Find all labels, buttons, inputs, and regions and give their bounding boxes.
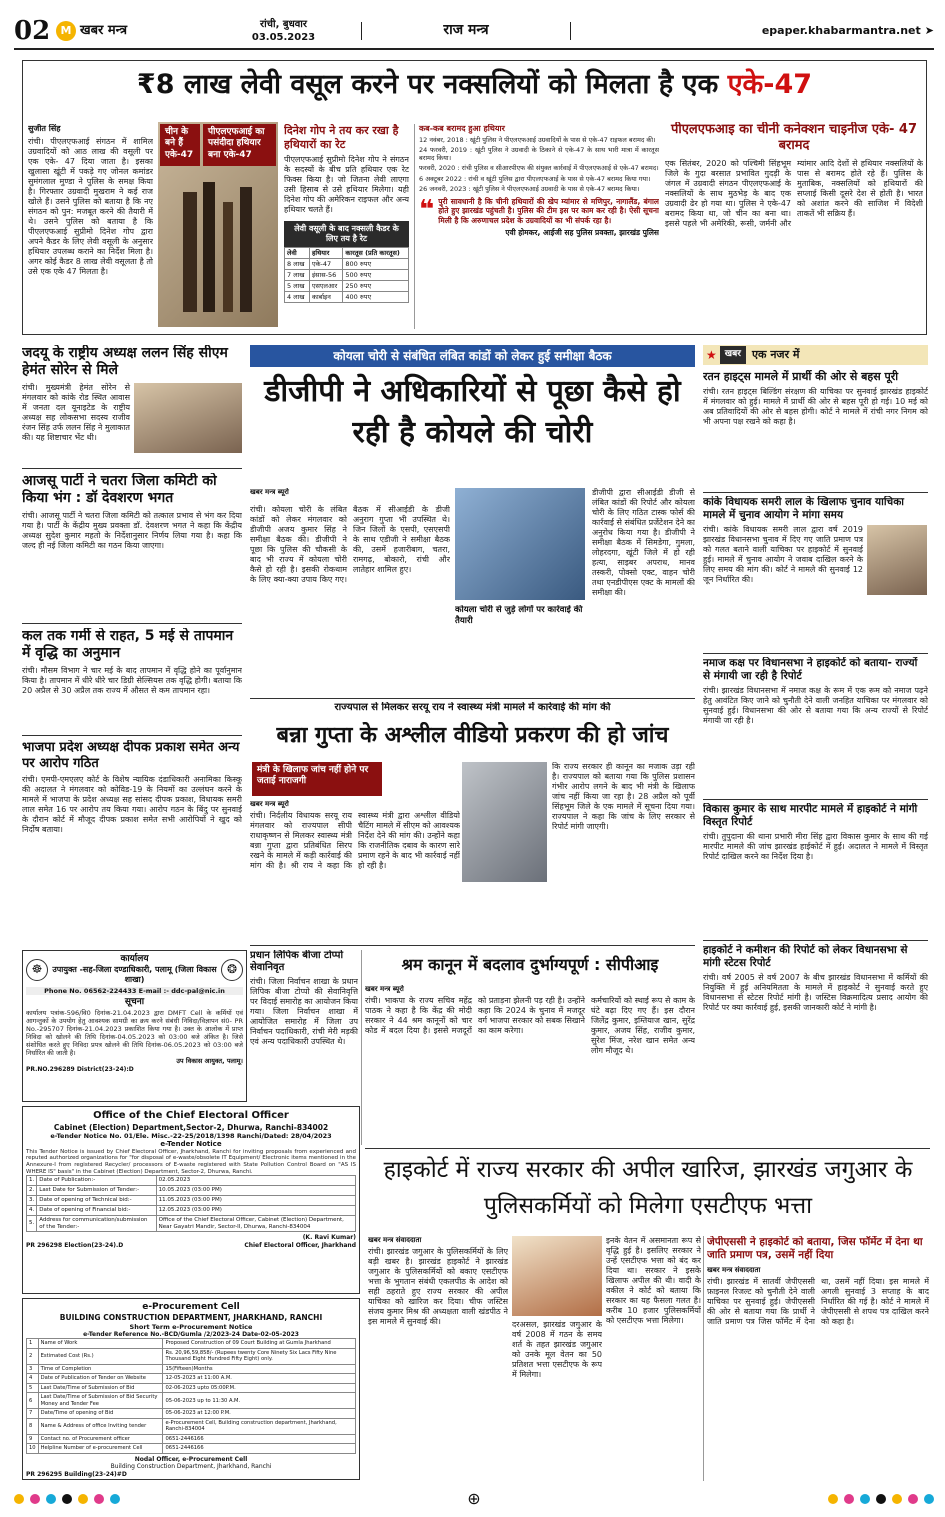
jpsc-body: रांची। झारखंड में सातवीं जेपीएससी फ़ाइनल रिजल्ट को चुनौती देने वाली याचिका पर सुनवाई हुई। जेपीएससी की ओर से बताया गया कि प्रार्थी ने जाति प्रमाण पत्र जिस फॉर्मेट में देना था, उसमें नहीं दिया। इस मामले में अगली सुनवाई 3 सप्ताह के बाद निर्धारित की गई है। कोर्ट ने मामले में जेपीएससी से शपथ पत्र दाखिल करने को कहा है। bbox=[707, 1277, 929, 1326]
rate-table bbox=[284, 247, 409, 304]
nazar-item-headline: कांके विधायक समरी लाल के खिलाफ चुनाव याचिका मामले में चुनाव आयोग ने मांगा समय bbox=[703, 496, 905, 522]
table-cell: एसएलआर bbox=[309, 280, 342, 291]
top-story-col2 bbox=[284, 124, 409, 329]
emblem-icon: ☸ bbox=[26, 959, 48, 981]
bjp-story bbox=[22, 740, 242, 945]
divider bbox=[703, 653, 928, 654]
table-cell: 1. bbox=[27, 1176, 37, 1186]
timeline-item: 6 अक्टूबर 2022 : रांची व खूंटी पुलिस द्वारा पीएलएफआई के पास से एके-47 बरामद किया गया। bbox=[419, 174, 651, 183]
color-dot bbox=[62, 1494, 72, 1504]
notice-table bbox=[26, 1338, 356, 1454]
nazar-item-headline: विकास कुमार के साथ मारपीट मामले में हाइकोर्ट ने मांगी विस्तृत रिपोर्ट bbox=[703, 803, 918, 829]
divider bbox=[250, 698, 695, 699]
table-cell: Proposed Construction of 09 Court Building at Gumla Jharkhand bbox=[163, 1339, 356, 1349]
color-dot bbox=[78, 1494, 88, 1504]
table-cell: 10.05.2023 (03:00 PM) bbox=[156, 1186, 355, 1196]
timeline-title: कब-कब बरामद हुआ हथियार bbox=[419, 124, 505, 133]
nazar-item-headline: हाइकोर्ट ने कमीशन की रिपोर्ट को लेकर विधानसभा से मांगी स्टेटस रिपोर्ट bbox=[703, 944, 908, 970]
jaguar-col3 bbox=[606, 1236, 701, 1481]
table-cell: Office of the Chief Electoral Officer, Cabinet (Election) Department, Near Gayatri Mandir, Sector-II, Dhurwa, Ranchi-834004 bbox=[156, 1215, 355, 1232]
coal-body: रांची। कोयला चोरी के लंबित कांडों को लेकर मंगलवार को डीजीपी अजय कुमार सिंह ने समीक्षा बैठक की। डीजीपी ने पूछा कि पुलिस की चौकसी के बाद भी राज्य में कोयला चोरी कैसे हो रही है। इसकी रोकथाम के लिए क्या-क्या उपाय किए गए। बैठक में सीआईडी के डीजी अनुराग गुप्ता भी उपस्थित थे। जिन जिलों के एसपी, एसएसपी के साथ एडीजी ने समीक्षा बैठक की, उसमें हजारीबाग, चतरा, रामगढ़, बोकारो, रांची और लातेहार शामिल हुए। bbox=[250, 505, 450, 584]
table-row bbox=[27, 1434, 356, 1444]
table-cell: एके-47 bbox=[309, 258, 342, 269]
table-cell: 05-06-2023 up to 11:30 A.M. bbox=[163, 1393, 356, 1409]
weather-body: रांची। मौसम विभाग ने चार मई के बाद तापमान में वृद्धि होने का पूर्वानुमान किया है। तापमान में धीरे धीरे चार डिग्री सेल्सियस तक वृद्धि होगी। बताया कि 20 अप्रैल से 30 अप्रैल तक राज्य में औसत से कम तापमान रहा। bbox=[22, 665, 242, 695]
table-row bbox=[27, 1418, 356, 1434]
aajsu-body: रांची। आजसू पार्टी ने चतरा जिला कमिटी को तत्काल प्रभाव से भंग कर दिया गया है। पार्टी के केंद्रीय मुख्य प्रवक्ता डॉ. देवशरण भगत ने कहा कि केंद्रीय अध्यक्ष सुदेश कुमार महतो के निर्देशानुसार निर्णय लिया गया है। कहा कि जल्द ही नई जिला कमिटी का गठन किया जाएगा। bbox=[22, 510, 242, 550]
bjp-headline: भाजपा प्रदेश अध्यक्ष दीपक प्रकाश समेत अन्य पर आरोप गठित bbox=[22, 740, 240, 771]
jaguar-body2: इनके वेतन में असमानता रूप से वृद्धि हुई है। इसलिए सरकार ने उन्हें एसटीएफ भत्ता को बंद कर दिया था। सरकार ने इसके खिलाफ अपील की थी। वादी के वकील ने कोर्ट को बताया कि सरकार का यह फैसला गलत है। करीब 10 हजार पुलिसकर्मियों को एसटीएफ भत्ता मिलेगा। bbox=[606, 1236, 701, 1325]
table-cell: Last Date for Submission of Tender:- bbox=[37, 1186, 156, 1196]
newspaper-icon: ★ bbox=[706, 347, 717, 362]
table-cell: 4 bbox=[27, 1374, 39, 1384]
nazar-header bbox=[703, 345, 928, 365]
table-row bbox=[27, 1348, 356, 1364]
table-cell: इंसास-56 bbox=[309, 269, 342, 280]
table-cell: 15(Fifteen)Months bbox=[163, 1364, 356, 1374]
table-cell: Rs. 20,96,59,858/- (Rupees twenty Core Ninety Six Lacs Fifty Nine Thousand Eight Hundred Fifty Eight) only. bbox=[163, 1348, 356, 1364]
table-cell: 12.05.2023 (03:00 PM) bbox=[156, 1205, 355, 1215]
cpi-headline: श्रम कानून में बदलाव दुर्भाग्यपूर्ण : सीपीआइ bbox=[401, 955, 659, 974]
notice-subhead: Short Term e-Procurement Notice bbox=[129, 1322, 253, 1331]
notice-ref: e-Tender Notice No. 01/Ele. Misc.-22-25/2018/1398 Ranchi/Dated: 28/04/2023 bbox=[50, 1131, 332, 1140]
quote-mark-icon: ❝ bbox=[419, 194, 435, 225]
weather-story bbox=[22, 628, 242, 733]
bjp-body: रांची। एमपी-एमएलए कोर्ट के विशेष न्यायिक दंडाधिकारी अनामिका किस्कू की अदालत ने मंगलवार को कोविड-19 के नियमों का उल्लंघन करने के मामले में भाजपा के प्रदेश अध्यक्ष सह सांसद दीपक प्रकाश, विधायक समरी लाल समेत 16 पर आरोप तय किया गया। आरोप गठन के बिंदु पर सुनवाई के दौरान कोर्ट में मौजूद दीपक प्रकाश समेत सभी आरोपियों ने खुद को निर्दोष बताया। bbox=[22, 775, 242, 835]
banna-body2: कि राज्य सरकार ही कानून का मजाक उड़ा रही है। राज्यपाल को बताया गया कि पुलिस प्रशासन गंभीर आरोप लगने के बाद भी मंत्री के खिलाफ जांच नहीं किया जा रहा है। 28 अप्रैल को पूर्वी सिंहभूम जिले के एक मामले में सूचना दिया गया। राज्यपाल ने कहा कि जांच के लिए सरकार से रिपोर्ट मांगी जाएगी। bbox=[552, 762, 695, 831]
table-cell: 5. bbox=[27, 1215, 37, 1232]
table-row bbox=[27, 1374, 356, 1384]
table-cell: 3 bbox=[27, 1364, 39, 1374]
notice-sign: (K. Ravi Kumar) bbox=[302, 1234, 356, 1242]
divider bbox=[361, 950, 362, 1145]
cursor-icon: ➤ bbox=[924, 24, 934, 38]
col2-headline: दिनेश गोप ने तय कर रखा है हथियारों का रेट bbox=[284, 124, 399, 151]
table-row bbox=[27, 1195, 356, 1205]
divider bbox=[22, 735, 242, 736]
table-row bbox=[27, 1215, 356, 1232]
notice-title: e-Procurement Cell bbox=[142, 1302, 240, 1312]
col2-body: पीएलएफआई सुप्रीमो दिनेश गोप ने संगठन के सदस्यों के बीच प्रति हथियार एक रेट फिक्स किया है। जो जितना लेवी लाएगा उसी हिसाब से उसे हथियार मिलेगा। यही दिनेश गोप की अमेरिकन राइफल और अन्य हथियार चलते हैं। bbox=[284, 154, 409, 214]
jpsc-headline: जेपीएससी ने हाइकोर्ट को बताया, जिस फॉर्मेट में देना था जाति प्रमाण पत्र, उसमें नहीं दिया bbox=[707, 1236, 923, 1262]
table-cell: 3. bbox=[27, 1195, 37, 1205]
coal-body2: डीजीपी द्वारा सीआईडी डीजी से लंबित कांडों की रिपोर्ट और कोयला चोरी के लिए गठित टास्क फोर्स की कार्रवाई से संबंधित प्रजेंटेशन देने का अनुरोध किया गया है। डीजीपी ने समीक्षा बैठक में सिमडेगा, गुमला, लोहरदगा, खूंटी जिले में हो रही हत्या, साइबर अपराध, मानव तस्करी, पोक्सो एक्ट, वाहन चोरी तथा एनडीपीएस एक्ट के मामलों की समीक्षा की। bbox=[592, 488, 695, 597]
table-cell: 4. bbox=[27, 1205, 37, 1215]
timeline-item: 26 जनवरी, 2023 : खूंटी पुलिस ने पीएलएफआई उग्रवादी के पास से एके-47 बरामद किया। bbox=[419, 184, 640, 193]
photo-tag-china: चीन के बने हैं एके-47 bbox=[160, 124, 200, 166]
top-story-headline bbox=[22, 68, 927, 116]
brand-name: खबर मन्त्र bbox=[80, 22, 128, 38]
masthead bbox=[14, 14, 934, 50]
brand-logo-icon: M bbox=[56, 21, 76, 41]
epaper-url: epaper.khabarmantra.net bbox=[761, 24, 921, 38]
quote-text: पुरी सावधानी है कि चीनी हथियारों की खेप म्यांमार से मणिपुर, नागालैंड, बंगाल होते हुए झारखंड पहुंचती है। पुलिस की टीम इस पर काम कर रही है। ऐसी सूचना मिली है कि अरुणाचल प्रदेश के उग्रवादियों का भी संपर्क रहा है। bbox=[438, 196, 659, 225]
divider bbox=[365, 1148, 930, 1149]
notice-office: कार्यालय bbox=[120, 954, 149, 964]
coal-subhead: कोयला चोरी से जुड़े लोगों पर कार्रवाई की तैयारी bbox=[455, 605, 583, 626]
nazar-item bbox=[703, 370, 928, 490]
table-cell: Date/Time of opening of Bid bbox=[38, 1409, 163, 1419]
jaguar-col1 bbox=[368, 1236, 508, 1481]
table-cell: 02-06-2023 upto 05:00P.M. bbox=[163, 1383, 356, 1393]
notice-pr: PR 296298 Election(23-24).D bbox=[26, 1241, 124, 1249]
nazar-item bbox=[703, 803, 928, 938]
table-cell: Time of Completion bbox=[38, 1364, 163, 1374]
section-name: राज मन्त्र bbox=[361, 22, 571, 40]
divider bbox=[703, 799, 928, 800]
color-dot bbox=[860, 1494, 870, 1504]
table-header: लेवी bbox=[285, 247, 310, 258]
city-day: रांची, बुधवार bbox=[259, 19, 307, 30]
table-cell: कार्बाइन bbox=[309, 292, 342, 303]
aajsu-story bbox=[22, 473, 242, 621]
quote-by: एवी होमकर, आईजी सह पुलिस प्रवक्ता, झारखंड पुलिस bbox=[505, 227, 659, 237]
divider bbox=[703, 1236, 704, 1481]
notice-body: This Tender Notice is issued by Chief Electoral Officer, Jharkhand, Ranchi for inviting proposals from experienced and reputed authorized organizations for "for disposal of e-waste/obsolete IT Equipment/ Electronic items mentioned in the Annexure-I from registered Recycler/ processors of E-waste registered with State Pollution Control Board on "AS IS WHERE IS" basis" in the Cabinet (Election) Department, Sector-2, Dhurwa, Ranchi. bbox=[26, 1148, 356, 1175]
table-cell: 5 लाख bbox=[285, 280, 310, 291]
table-row bbox=[27, 1186, 356, 1196]
table-cell: 12-05-2023 at 11:00 A.M. bbox=[163, 1374, 356, 1384]
coal-body-box bbox=[250, 505, 450, 695]
footer-strip bbox=[14, 1488, 934, 1510]
table-cell: Address for communication/submission of the Tender:- bbox=[37, 1215, 156, 1232]
divider bbox=[22, 623, 242, 624]
color-dot bbox=[110, 1494, 120, 1504]
table-cell: Contact no. of Procurement officer bbox=[38, 1434, 163, 1444]
color-dot bbox=[30, 1494, 40, 1504]
nazar-tag: खबर bbox=[720, 346, 746, 363]
aajsu-headline: आजसू पार्टी ने चतरा जिला कमिटी को किया भंग : डॉ देवशरण भगत bbox=[22, 473, 217, 506]
jdu-headline: जदयू के राष्ट्रीय अध्यक्ष ललन सिंह सीएम हेमंत सोरेन से मिले bbox=[22, 345, 228, 378]
table-cell: Estimated Cost (Rs.) bbox=[38, 1348, 163, 1364]
color-dot bbox=[876, 1494, 886, 1504]
table-cell: 5 bbox=[27, 1383, 39, 1393]
divider bbox=[22, 468, 242, 469]
color-dot bbox=[908, 1494, 918, 1504]
table-cell: 250 रुपए bbox=[343, 280, 409, 291]
issue-date: 03.05.2023 bbox=[251, 32, 316, 43]
color-dot bbox=[844, 1494, 854, 1504]
banna-kicker: राज्यपाल से मिलकर सरयू राय ने स्वास्थ्य मंत्री मामले में कार्रवाई की मांग की bbox=[334, 702, 611, 713]
byline: सुजीत सिंह bbox=[28, 124, 61, 133]
nazar-item-body: रांची। कांके विधायक समरी लाल द्वारा वर्ष 2019 झारखंड विधानसभा चुनाव में दिए गए जाति प्रमाण पत्र को गलत बताने वाली याचिका पर हाइकोर्ट में सुनवाई हुई। मामले में चुनाव आयोग ने जवाब दाखिल करने के लिए समय की मांग की। कोर्ट ने मामले की सुनवाई 12 जून निर्धारित की। bbox=[703, 525, 863, 585]
table-row bbox=[285, 292, 409, 303]
table-cell: 02.05.2023 bbox=[156, 1176, 355, 1186]
headline-red-text: एके-47 bbox=[727, 69, 813, 100]
rate-table-title: लेवी वसूली के बाद नक्सली कैडर के लिए तय है रेट bbox=[284, 221, 409, 247]
top-story-col1 bbox=[28, 124, 153, 329]
color-dot bbox=[46, 1494, 56, 1504]
coal-kicker: कोयला चोरी से संबंधित लंबित कांडों को लेकर हुई समीक्षा बैठक bbox=[250, 345, 695, 367]
color-dot bbox=[924, 1494, 934, 1504]
table-row bbox=[27, 1205, 356, 1215]
nazar-item-headline: रतन हाइट्स मामले में प्रार्थी की ओर से बहस पूरी bbox=[703, 370, 899, 383]
notice-body: कार्यालय पत्रांक-596/वि0 दिनांक-21.04.2023 द्वारा DMFT Cell के कर्मियों एवं आगन्तुकों के उपयोग हेतु आवश्यक सामग्री का क्रय करने संबंधी निविदा/विज्ञापन सं0- PR No.-295707 दिनांक-21.04.2023 प्रकाशित किया गया है। उक्त के आलोक में प्राप्त निविदा को खोलने की तिथि दिनांक-04.05.2023 को 03:00 बजे अंकित है। जिसे संशोधित करते हुए निविदा प्रपत्र खोलने की तिथि दिनांक-06.05.2023 को 03:00 बजे निर्धारित की जाती है। bbox=[26, 1008, 243, 1058]
banna-col1 bbox=[250, 800, 460, 940]
notice-table bbox=[26, 1175, 356, 1232]
divider bbox=[250, 945, 695, 946]
table-cell: 1 bbox=[27, 1339, 39, 1349]
notice-header bbox=[26, 954, 243, 985]
bija-headline: प्रधान लिपिक बीजा टोप्पो सेवानिवृत bbox=[250, 950, 344, 973]
table-cell: 9 bbox=[27, 1434, 39, 1444]
jdu-content bbox=[22, 383, 242, 453]
nazar-title: एक नजर में bbox=[751, 348, 800, 362]
table-cell: 6 bbox=[27, 1393, 39, 1409]
table-cell: 4 लाख bbox=[285, 292, 310, 303]
china-headline: पीएलएफआइ का चीनी कनेक्शन चाइनीज एके- 47 बरामद bbox=[670, 122, 918, 154]
samri-lal-photo bbox=[867, 525, 927, 595]
registration-mark-icon: ⊕ bbox=[467, 1489, 481, 1508]
table-cell: 400 रुपए bbox=[343, 292, 409, 303]
banna-headline: बन्ना गुप्ता के अश्लील वीडियो प्रकरण की हो जांच bbox=[276, 723, 669, 748]
rate-table-header bbox=[285, 247, 409, 258]
coal-headline-box bbox=[250, 372, 695, 477]
table-cell: 500 रुपए bbox=[343, 269, 409, 280]
table-cell: Helpline Number of e-procurement Cell bbox=[38, 1444, 163, 1454]
table-row bbox=[285, 280, 409, 291]
notice-footer bbox=[26, 1242, 356, 1250]
coal-col3 bbox=[592, 488, 695, 693]
jdu-body: रांची। मुख्यमंत्री हेमंत सोरेन से मंगलवार को कांके रोड स्थित आवास में जनता दल यूनाइटेड के राष्ट्रीय अध्यक्ष सह लोकसभा सदस्य राजीव रंजन सिंह उर्फ ललन सिंह ने मुलाकात की। यह शिष्टाचार भेंट थी। bbox=[22, 382, 130, 442]
color-dot bbox=[14, 1494, 24, 1504]
nazar-item-body: रांची। वर्ष 2005 से वर्ष 2007 के बीच झारखंड विधानसभा में कर्मियों की नियुक्ति में हुई अनियमितता के मामले में हाइकोर्ट ने सुनवाई करते हुए विधानसभा से स्टेटस रिपोर्ट मांगी है। जस्टिस विक्रमादित्य प्रसाद आयोग की रिपोर्ट पर क्या कार्रवाई हुई, इसकी जानकारी कोर्ट ने मांगी है। bbox=[703, 973, 928, 1013]
nazar-item-body: रांची। झारखंड विधानसभा में नमाज कक्ष के रूम में एक रूम को नमाज पढ़ने हेतु आवंटित किए जाने को चुनौती देने वाली जनहित याचिका पर मंगलवार को सुनवाई हुई। विधानसभा की ओर से बताया गया कि अन्य राज्यों से रिपोर्ट मंगायी जा रही है। bbox=[703, 686, 928, 726]
nazar-item bbox=[703, 657, 928, 797]
nazar-item-content bbox=[703, 525, 928, 595]
table-row bbox=[27, 1176, 356, 1186]
table-cell: e-Procurement Cell, Building construction department, Jharkhand, Ranchi-834004 bbox=[163, 1418, 356, 1434]
table-cell: Last Date/Time of Submission of Bid Security Money and Tender Fee bbox=[38, 1393, 163, 1409]
notice-contact: Phone No. 06562-224433 E-mail :- ddc-pal@nic.in bbox=[26, 987, 243, 995]
jpsc-story bbox=[707, 1236, 929, 1481]
notice-palamu bbox=[22, 950, 247, 1102]
jaguar-col2 bbox=[512, 1320, 602, 1480]
bija-body: रांची। जिला निर्वाचन शाखा के प्रधान लिपिक बीजा टोप्पो की सेवानिवृत्ति पर विदाई समारोह का आयोजन किया गया। जिला निर्वाचन शाखा में आयोजित समारोह में जिला उप निर्वाचन पदाधिकारी, रांची मेरी मड़की एवं अन्य पदाधिकारी उपस्थित थे। bbox=[250, 977, 358, 1046]
table-cell: Name of Work bbox=[38, 1339, 163, 1349]
table-row bbox=[285, 269, 409, 280]
table-row bbox=[27, 1444, 356, 1454]
notice-ref: e-Tender Reference No.-BCD/Gumla /2/2023-24 Date-02-05-2023 bbox=[83, 1330, 299, 1338]
jdu-photo bbox=[134, 383, 242, 453]
page-number: 02 bbox=[14, 15, 51, 46]
jaguar-body: रांची। झारखंड जगुआर के पुलिसकर्मियों के लिए बड़ी खबर है। झारखंड हाइकोर्ट ने झारखंड जगुआर के पुलिसकर्मियों को बकाए एसटीएफ भत्ता के भुगतान संबंधी एकलपीठ के आदेश को सही ठहराते हुए राज्य सरकार की अपील याचिका को खारिज कर दिया। चीफ जस्टिस संजय कुमार मिश्र की अध्यक्षता वाली खंडपीठ ने इस मामले में सुनवाई की। bbox=[368, 1246, 508, 1326]
nazar-item-body: रांची। तुपुदाना की थाना प्रभारी मीरा सिंह द्वारा विकास कुमार के साथ की गई मारपीट मामले की जांच झारखंड हाईकोर्ट में हुई। अदालत ने मामले में विस्तृत रिपोर्ट दाखिल करने का निर्देश दिया है। bbox=[703, 832, 928, 862]
table-cell: Last Date/Time of Submission of Bid bbox=[38, 1383, 163, 1393]
notice-heading bbox=[52, 954, 217, 985]
table-header: हथियार bbox=[309, 247, 342, 258]
byline: खबर मन्त्र संवाददाता bbox=[368, 1236, 422, 1244]
coal-meeting-photo bbox=[455, 488, 585, 600]
timeline-item: 24 फरवरी, 2019 : खूंटी पुलिस ने उग्रवादी के ठिकाने से एके-47 के साथ भारी मात्रा में कारतूस बरामद किया। bbox=[419, 146, 659, 163]
timeline-box bbox=[414, 124, 659, 329]
table-cell: Name & Address of office Inviting tender bbox=[38, 1418, 163, 1434]
brand[interactable] bbox=[56, 21, 206, 41]
byline: खबर मन्त्र ब्यूरो bbox=[365, 985, 404, 993]
notice-pr: PR 296295 Building(23-24)#D bbox=[26, 1470, 127, 1478]
saryu-rai-photo bbox=[462, 762, 547, 882]
coal-headline: डीजीपी ने अधिकारियों से पूछा कैसे हो रही है कोयले की चोरी bbox=[264, 374, 681, 450]
table-cell: 0651-2446166 bbox=[163, 1434, 356, 1444]
banna-tag: मंत्री के खिलाफ जांच नहीं होने पर जताई नाराजगी bbox=[252, 762, 382, 796]
divider bbox=[703, 492, 928, 493]
bija-toppo-story bbox=[250, 950, 358, 1145]
table-cell: 10 bbox=[27, 1444, 39, 1454]
notice-eprocurement bbox=[22, 1298, 360, 1480]
cpi-columns bbox=[365, 996, 695, 1056]
table-cell: 7 लाख bbox=[285, 269, 310, 280]
nazar-item-headline: नमाज कक्ष पर विधानसभा ने हाइकोर्ट को बताया- राज्यों से मंगायी जा रही है रिपोर्ट bbox=[703, 657, 918, 683]
color-dots-left bbox=[14, 1494, 120, 1504]
table-cell: Date of Publication of Tender on Website bbox=[38, 1374, 163, 1384]
nazar-item bbox=[703, 496, 928, 651]
nazar-item bbox=[703, 944, 928, 1144]
banna-col3 bbox=[552, 762, 695, 942]
table-cell: 800 रुपए bbox=[343, 258, 409, 269]
notice-title: सूचना bbox=[124, 997, 145, 1008]
table-header: कारतूस (प्रति कारतूस) bbox=[343, 247, 409, 258]
color-dot bbox=[828, 1494, 838, 1504]
table-cell: 2. bbox=[27, 1186, 37, 1196]
weather-headline: कल तक गर्मी से राहत, 5 मई से तापमान में वृद्धि का अनुमान bbox=[22, 628, 234, 661]
notice-sign: उप विकास आयुक्त, पलामू। bbox=[176, 1057, 243, 1066]
coal-sub bbox=[455, 605, 590, 693]
jaguar-headline: हाइकोर्ट में राज्य सरकार की अपील खारिज, झारखंड जगुआर के पुलिसकर्मियों को मिलेगा एसटीएफ भत्ता bbox=[383, 1157, 913, 1219]
byline: खबर मन्त्र ब्यूरो bbox=[250, 800, 289, 808]
china-connection bbox=[665, 122, 923, 332]
notice-footer2: Building Construction Department, Jharkhand, Ranchi bbox=[110, 1463, 272, 1471]
district-seal-icon: ❂ bbox=[221, 959, 243, 981]
notice-footer: Nodal Officer, e-Procurement Cell bbox=[134, 1455, 248, 1463]
epaper-link[interactable] bbox=[762, 24, 934, 38]
table-row bbox=[27, 1409, 356, 1419]
table-cell: Date of opening of Financial bid:- bbox=[37, 1205, 156, 1215]
notice-subtitle: Cabinet (Election) Department,Sector-2, Dhurwa, Ranchi-834002 bbox=[53, 1122, 329, 1132]
top-story-body: रांची। पीएलएफआई संगठन में शामिल उग्रवादियों को आठ लाख की वसूली पर एक एके- 47 दिया जाता है। इसका खुलासा खूंटी में पकड़े गए जोनल कमांडर सुमंगलाल मुण्डा ने पुलिस के समक्ष किया है। गिरफ्तार उग्रवादी मुखराम ने कई राज खोले हैं। उसने पुलिस को बताया है कि नए संगठन को पुन: मजबूत करने की तैयारी में थे। उसने पुलिस को बताया है कि पीएलएफआई सुप्रीमो दिनेश गोप द्वारा अपने कैडर के लिए लेवी वसूली के अनुसार हथियार उपलब्ध कराने का निर्देश मिला है। अगर कोई कैडर 8 लाख लेवी वसूलता है तो उसे एक एके 47 मिलता है। bbox=[28, 137, 153, 276]
divider bbox=[703, 940, 928, 941]
table-cell: 11.05.2023 (03:00 PM) bbox=[156, 1195, 355, 1205]
nazar-item-body: रांची। रतन हाइट्स बिल्डिंग संरक्षण की याचिका पर सुनवाई झारखंड हाइकोर्ट में मंगलवार को हुई। मामले में प्रार्थी की ओर से बहस पूरी हो गई। 10 मई को अब प्रतिवादियों की ओर से बहस होगी। कोर्ट ने मामले में रांची नगर निगम को भी अपना पक्ष रखने को कहा है। bbox=[703, 386, 928, 426]
notice-authority: उपायुक्त -सह-जिला दण्डाधिकारी, पलामू (जिला विकास शाखा) bbox=[52, 965, 217, 985]
table-row bbox=[285, 258, 409, 269]
notice-sign2: Chief Electoral Officer, Jharkhand bbox=[244, 1241, 356, 1249]
table-cell: Date of Publication:- bbox=[37, 1176, 156, 1186]
high-court-photo bbox=[512, 1236, 602, 1316]
table-row bbox=[27, 1364, 356, 1374]
cpi-body2: कर्मचारियों को स्थाई रूप से काम के घंटे बढ़ा दिए गए हैं। इस दौरान जिलेंद्र कुमार, इम्तियाज खान, सुरेंद्र कुमार, अजय सिंह, राजीव कुमार, सुरेश मिंज, नरेश खान समेत अन्य लोग मौजूद थे। bbox=[591, 995, 695, 1055]
notice-pr: PR.NO.296289 District(23-24):D bbox=[26, 1065, 134, 1073]
photo-tag-favourite: पीएलएफआई का पसंदीदा हथियार बना एके-47 bbox=[203, 124, 276, 166]
headline-text: ₹8 लाख लेवी वसूल करने पर नक्सलियों को मिलता है एक bbox=[136, 69, 719, 100]
table-cell: 0651-2446166 bbox=[163, 1444, 356, 1454]
color-dot bbox=[94, 1494, 104, 1504]
byline: खबर मन्त्र ब्यूरो bbox=[250, 488, 289, 496]
jaguar-photo-caption: दरअसल, झारखंड जगुआर के वर्ष 2008 में गठन के समय शर्त के तहत झारखंड जगुआर को उनके मूल वेतन का 50 प्रतिशत भत्ता एसटीएफ के रूप में मिलेगा। bbox=[512, 1320, 602, 1379]
quote-block bbox=[419, 194, 659, 225]
cpi-story bbox=[365, 985, 695, 1145]
table-row bbox=[27, 1383, 356, 1393]
table-cell: 05-06-2023 at 12:00 P.M. bbox=[163, 1409, 356, 1419]
notice-subtitle: BUILDING CONSTRUCTION DEPARTMENT, JHARKHAND, RANCHI bbox=[59, 1313, 323, 1323]
banna-body: रांची। निर्दलीय विधायक सरयू राय मंगलवार को राज्यपाल सीपी राधाकृष्णन से मिलकर स्वास्थ्य मंत्री बन्ना गुप्ता द्वारा प्रतिबंधित सिरप रखने के मामले में कड़ी कार्रवाई की मांग की है। श्री राय ने कहा कि स्वास्थ्य मंत्री द्वारा अश्लील वीडियो चैटिंग मामले में सीएम को आवश्यक निर्देश देने की मांग की। उन्होंने कहा कि राजनीतिक दबाव के कारण सारे प्रमाण रहने के बाद भी कार्रवाई नहीं हो रही है। bbox=[250, 810, 460, 870]
timeline-item: फरवरी, 2020 : रांची पुलिस व सीआरपीएफ की संयुक्त कार्रवाई में पीएलएफआई से एके-47 बरामद। bbox=[419, 164, 659, 173]
china-body: एक सितंबर, 2020 को पश्चिमी सिंहभूम जिले के गुदा बरसात प्रभावित गुदड़ी के जंगल में उग्रवादी संगठन पीएलएफआई के नक्सलियों के साथ मुठभेड़ के बाद एक उग्रवादी ढेर हो गया था। पुलिस ने एके-47 बरामद किया था, जो चीन का बना था। इससे पहले भी अमेरिकी, रूसी, जर्मनी और म्यांमार आदि देशों से हथियार नक्सलियों के पास से बरामद होते रहे हैं। पुलिस के मुताबिक, नक्सलियों को हथियारों की सप्लाई किसी दूसरे देश से होती है। भारत को अशांत करने की साजिश में विदेशी ताकतें भी सक्रिय हैं। bbox=[665, 158, 923, 228]
table-cell: Date of opening of Technical bid:- bbox=[37, 1195, 156, 1205]
notice-subhead: e-Tender Notice bbox=[160, 1140, 222, 1148]
byline: खबर मन्त्र संवाददाता bbox=[707, 1266, 761, 1275]
color-dot bbox=[892, 1494, 902, 1504]
notice-title: Office of the Chief Electoral Officer bbox=[93, 1110, 289, 1121]
color-dots-right bbox=[828, 1494, 934, 1504]
table-cell: 7 bbox=[27, 1409, 39, 1419]
dateline bbox=[206, 18, 361, 44]
cpi-body: रांची। भाकपा के राज्य सचिव महेंद्र पाठक ने कहा है कि केंद्र की मोदी सरकार ने 44 श्रम कानूनों को चार कोड में बदल दिया है। इससे मजदूरों को प्रताड़ना झेलनी पड़ रही है। उन्होंने कहा कि 2024 के चुनाव में मजदूर वर्ग भाजपा सरकार को सबक सिखाने का काम करेगा। bbox=[365, 995, 585, 1035]
table-cell: 8 लाख bbox=[285, 258, 310, 269]
jdu-story bbox=[22, 345, 242, 465]
table-cell: 8 bbox=[27, 1418, 39, 1434]
timeline-item: 12 नवंबर, 2018 : खूंटी पुलिस ने पीएलएफआई उग्रवादियों के पास से एके-47 राइफल बरामद की। bbox=[419, 136, 656, 144]
table-row bbox=[27, 1393, 356, 1409]
table-row bbox=[27, 1339, 356, 1349]
table-cell: 2 bbox=[27, 1348, 39, 1364]
